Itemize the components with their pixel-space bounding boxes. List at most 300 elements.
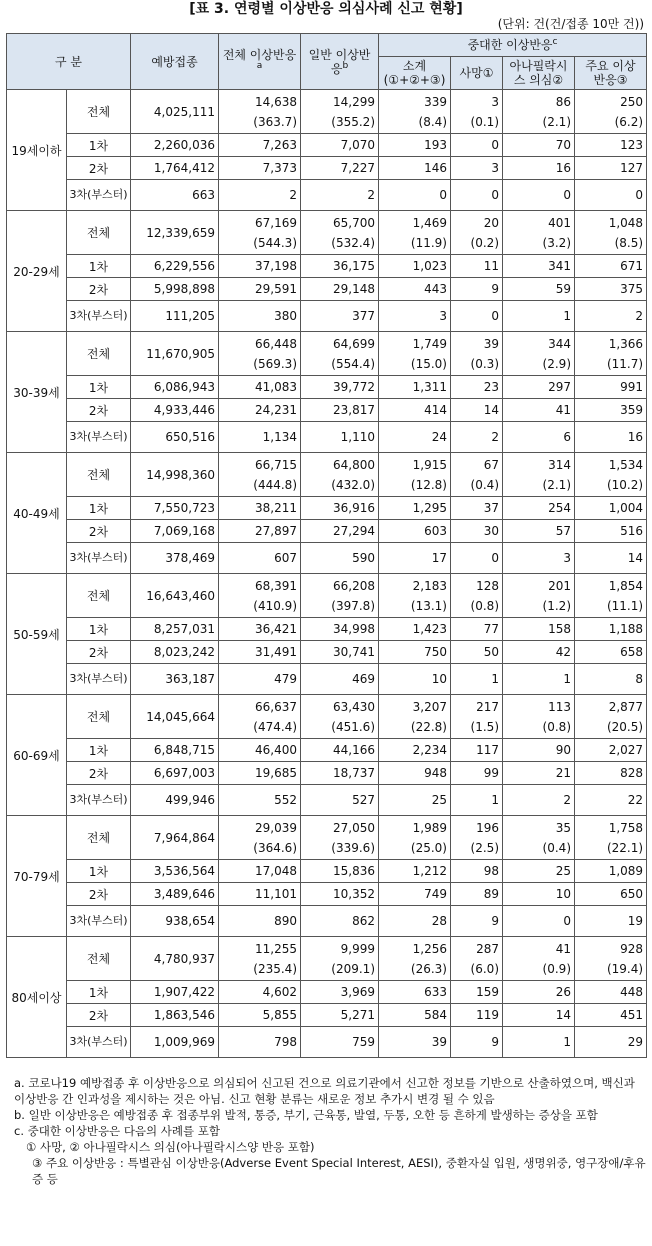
total-value: 29,039	[255, 820, 297, 835]
anaphylaxis-cell: 297	[503, 376, 575, 399]
subtotal-rate: (15.0)	[410, 356, 447, 371]
death-cell: 9	[451, 1027, 503, 1058]
death-rate: (0.2)	[470, 235, 499, 250]
dose-cell: 1차	[67, 739, 131, 762]
death-cell	[451, 574, 503, 618]
subtotal-cell: 414	[379, 399, 451, 422]
general-cell: 10,352	[301, 883, 379, 906]
subtotal-cell: 749	[379, 883, 451, 906]
table-row	[7, 937, 647, 981]
total-cell: 479	[219, 664, 301, 695]
general-rate: (397.8)	[331, 598, 375, 613]
anaphylaxis-cell: 16	[503, 157, 575, 180]
major-cell: 658	[575, 641, 647, 664]
footnote-a: a. 코로나19 예방접종 후 이상반응으로 의심되어 신고된 건으로 의료기관에서 신고한 정보를 기반으로 산출하였으며, 백신과 이상반응 간 인과성을 제시하는 것은 아님. 신고 현황 분류는 새로운 정보 추가시 변경 될 수 있음	[14, 1076, 635, 1106]
anaphylaxis-value: 314	[548, 457, 571, 472]
total-cell	[219, 574, 301, 618]
subtotal-cell: 750	[379, 641, 451, 664]
major-value: 1,048	[608, 215, 644, 230]
death-cell: 77	[451, 618, 503, 641]
major-cell: 8	[575, 664, 647, 695]
subtotal-cell: 948	[379, 762, 451, 785]
major-cell: 991	[575, 376, 647, 399]
dose-cell: 3차(부스터)	[67, 422, 131, 453]
major-rate: (10.2)	[606, 477, 644, 492]
subtotal-cell: 1,311	[379, 376, 451, 399]
vaccinations-cell: 3,536,564	[131, 860, 219, 883]
major-cell: 22	[575, 785, 647, 816]
anaphylaxis-rate: (0.8)	[542, 719, 571, 734]
footnote-c3: ③ 주요 이상반응 : 특별관심 이상반응(Adverse Event Special Interest, AESI), 중환자실 입원, 생명위중, 영구장애/후유증 등	[32, 1156, 646, 1186]
subtotal-cell: 633	[379, 981, 451, 1004]
major-cell	[575, 90, 647, 134]
header-serious-sup: c	[552, 37, 558, 47]
general-cell: 7,070	[301, 134, 379, 157]
major-cell: 29	[575, 1027, 647, 1058]
vaccinations-cell: 499,946	[131, 785, 219, 816]
vaccinations-cell: 363,187	[131, 664, 219, 695]
vaccinations-cell: 4,780,937	[131, 937, 219, 981]
anaphylaxis-cell: 1	[503, 1027, 575, 1058]
dose-cell: 3차(부스터)	[67, 906, 131, 937]
header-serious	[379, 34, 647, 57]
subtotal-value: 1,915	[412, 457, 447, 472]
subtotal-cell: 1,295	[379, 497, 451, 520]
general-cell: 3,969	[301, 981, 379, 1004]
total-cell: 36,421	[219, 618, 301, 641]
dose-cell: 1차	[67, 618, 131, 641]
death-cell: 0	[451, 134, 503, 157]
total-rate: (474.4)	[253, 719, 297, 734]
major-rate: (19.4)	[606, 961, 644, 976]
anaphylaxis-cell: 25	[503, 860, 575, 883]
subtotal-cell	[379, 453, 451, 497]
anaphylaxis-cell: 57	[503, 520, 575, 543]
death-cell: 89	[451, 883, 503, 906]
vaccinations-cell: 4,933,446	[131, 399, 219, 422]
anaphylaxis-cell	[503, 937, 575, 981]
subtotal-value: 1,256	[412, 941, 447, 956]
major-cell	[575, 816, 647, 860]
total-value: 11,255	[255, 941, 297, 956]
anaphylaxis-cell	[503, 816, 575, 860]
subtotal-cell: 10	[379, 664, 451, 695]
major-cell: 1,004	[575, 497, 647, 520]
total-cell: 46,400	[219, 739, 301, 762]
vaccinations-cell: 6,086,943	[131, 376, 219, 399]
anaphylaxis-cell	[503, 90, 575, 134]
subtotal-cell: 1,212	[379, 860, 451, 883]
major-cell: 451	[575, 1004, 647, 1027]
general-cell	[301, 816, 379, 860]
major-value: 250	[620, 94, 644, 109]
anaphylaxis-cell	[503, 453, 575, 497]
major-rate: (20.5)	[606, 719, 644, 734]
age-group-cell: 60-69세	[7, 695, 67, 816]
vaccinations-cell: 8,257,031	[131, 618, 219, 641]
total-rate: (235.4)	[253, 961, 297, 976]
anaphylaxis-rate: (2.1)	[542, 477, 571, 492]
subtotal-rate: (25.0)	[410, 840, 447, 855]
general-cell	[301, 211, 379, 255]
total-cell	[219, 211, 301, 255]
anaphylaxis-cell: 1	[503, 664, 575, 695]
general-cell: 34,998	[301, 618, 379, 641]
major-cell: 375	[575, 278, 647, 301]
anaphylaxis-value: 41	[555, 941, 571, 956]
general-cell: 15,836	[301, 860, 379, 883]
anaphylaxis-cell: 341	[503, 255, 575, 278]
major-cell: 671	[575, 255, 647, 278]
vaccinations-cell: 12,339,659	[131, 211, 219, 255]
general-cell: 36,916	[301, 497, 379, 520]
table-row	[7, 301, 647, 332]
anaphylaxis-cell	[503, 574, 575, 618]
death-cell	[451, 332, 503, 376]
subtotal-cell	[379, 332, 451, 376]
major-cell	[575, 211, 647, 255]
major-cell: 828	[575, 762, 647, 785]
anaphylaxis-rate: (3.2)	[542, 235, 571, 250]
total-cell	[219, 332, 301, 376]
subtotal-cell: 2,234	[379, 739, 451, 762]
table-row	[7, 543, 647, 574]
subtotal-rate: (26.3)	[410, 961, 447, 976]
anaphylaxis-cell: 6	[503, 422, 575, 453]
table-row	[7, 981, 647, 1004]
subtotal-rate: (12.8)	[410, 477, 447, 492]
subtotal-cell: 28	[379, 906, 451, 937]
total-cell: 31,491	[219, 641, 301, 664]
footnote-c: c. 중대한 이상반응은 다음의 사례를 포함	[14, 1124, 220, 1138]
major-value: 1,534	[608, 457, 644, 472]
header-major: 주요 이상 반응③	[575, 57, 647, 90]
anaphylaxis-value: 113	[548, 699, 571, 714]
total-cell: 41,083	[219, 376, 301, 399]
total-value: 66,715	[255, 457, 297, 472]
vaccinations-cell: 14,045,664	[131, 695, 219, 739]
subtotal-cell: 146	[379, 157, 451, 180]
header-general-label: 일반 이상반응	[308, 47, 371, 76]
age-group-cell: 30-39세	[7, 332, 67, 453]
death-cell: 1	[451, 785, 503, 816]
dose-cell: 1차	[67, 134, 131, 157]
major-cell: 1,089	[575, 860, 647, 883]
major-cell: 0	[575, 180, 647, 211]
age-group-cell: 50-59세	[7, 574, 67, 695]
general-cell: 5,271	[301, 1004, 379, 1027]
total-cell: 607	[219, 543, 301, 574]
death-cell: 9	[451, 278, 503, 301]
general-value: 65,700	[333, 215, 375, 230]
vaccinations-cell: 1,009,969	[131, 1027, 219, 1058]
table-row	[7, 618, 647, 641]
death-rate: (0.3)	[470, 356, 499, 371]
subtotal-cell: 0	[379, 180, 451, 211]
table-row	[7, 332, 647, 376]
death-cell: 2	[451, 422, 503, 453]
total-value: 66,448	[255, 336, 297, 351]
general-cell	[301, 453, 379, 497]
general-cell	[301, 937, 379, 981]
dose-cell: 2차	[67, 641, 131, 664]
subtotal-cell: 39	[379, 1027, 451, 1058]
major-cell: 1,188	[575, 618, 647, 641]
table-row	[7, 1004, 647, 1027]
dose-cell: 1차	[67, 981, 131, 1004]
age-group-cell: 20-29세	[7, 211, 67, 332]
dose-cell: 3차(부스터)	[67, 1027, 131, 1058]
dose-cell: 1차	[67, 376, 131, 399]
death-cell: 50	[451, 641, 503, 664]
footnote-c1: ① 사망, ② 아나필락시스 의심(아나필락시스양 반응 포함)	[26, 1140, 315, 1154]
table-row	[7, 664, 647, 695]
major-cell: 516	[575, 520, 647, 543]
general-cell	[301, 90, 379, 134]
total-cell: 552	[219, 785, 301, 816]
dose-cell: 1차	[67, 255, 131, 278]
table-row	[7, 739, 647, 762]
header-total-sup: a	[256, 60, 263, 71]
vaccinations-cell: 6,229,556	[131, 255, 219, 278]
general-cell: 36,175	[301, 255, 379, 278]
general-rate: (432.0)	[331, 477, 375, 492]
major-rate: (11.1)	[606, 598, 644, 613]
major-cell	[575, 937, 647, 981]
general-cell: 590	[301, 543, 379, 574]
total-cell: 380	[219, 301, 301, 332]
subtotal-rate: (13.1)	[410, 598, 447, 613]
general-cell: 759	[301, 1027, 379, 1058]
vaccinations-cell: 7,550,723	[131, 497, 219, 520]
dose-cell: 전체	[67, 937, 131, 981]
table-row	[7, 860, 647, 883]
dose-cell: 2차	[67, 157, 131, 180]
major-value: 1,854	[608, 578, 644, 593]
table-row	[7, 574, 647, 618]
anaphylaxis-cell	[503, 211, 575, 255]
death-rate: (6.0)	[470, 961, 499, 976]
major-rate: (11.7)	[606, 356, 644, 371]
major-cell: 19	[575, 906, 647, 937]
anaphylaxis-cell: 3	[503, 543, 575, 574]
death-cell	[451, 453, 503, 497]
death-cell: 0	[451, 543, 503, 574]
subtotal-cell: 584	[379, 1004, 451, 1027]
table-row	[7, 785, 647, 816]
vaccinations-cell: 6,848,715	[131, 739, 219, 762]
header-total	[219, 34, 301, 90]
table-row	[7, 157, 647, 180]
general-cell: 2	[301, 180, 379, 211]
table-row	[7, 422, 647, 453]
total-cell: 2	[219, 180, 301, 211]
table-row	[7, 1027, 647, 1058]
death-cell	[451, 90, 503, 134]
header-anaphylaxis: 아나필락시스 의심②	[503, 57, 575, 90]
anaphylaxis-cell: 158	[503, 618, 575, 641]
anaphylaxis-rate: (0.9)	[542, 961, 571, 976]
total-cell: 37,198	[219, 255, 301, 278]
anaphylaxis-cell: 2	[503, 785, 575, 816]
anaphylaxis-cell: 59	[503, 278, 575, 301]
total-cell: 1,134	[219, 422, 301, 453]
general-cell: 44,166	[301, 739, 379, 762]
dose-cell: 2차	[67, 762, 131, 785]
header-general-sup: b	[342, 60, 349, 71]
dose-cell: 전체	[67, 211, 131, 255]
total-rate: (363.7)	[253, 114, 297, 129]
subtotal-cell: 25	[379, 785, 451, 816]
total-value: 14,638	[255, 94, 297, 109]
table-row	[7, 816, 647, 860]
subtotal-cell	[379, 816, 451, 860]
death-cell	[451, 695, 503, 739]
anaphylaxis-cell: 41	[503, 399, 575, 422]
major-cell	[575, 453, 647, 497]
dose-cell: 3차(부스터)	[67, 785, 131, 816]
general-rate: (451.6)	[331, 719, 375, 734]
subtotal-cell	[379, 90, 451, 134]
table-row	[7, 376, 647, 399]
death-rate: (0.8)	[470, 598, 499, 613]
table-title: [표 3. 연령별 이상반응 의심사례 신고 현황]	[189, 1, 463, 17]
total-cell: 17,048	[219, 860, 301, 883]
vaccinations-cell: 1,863,546	[131, 1004, 219, 1027]
death-cell: 37	[451, 497, 503, 520]
anaphylaxis-cell: 10	[503, 883, 575, 906]
death-cell: 30	[451, 520, 503, 543]
dose-cell: 전체	[67, 453, 131, 497]
dose-cell: 3차(부스터)	[67, 180, 131, 211]
death-value: 287	[476, 941, 499, 956]
subtotal-value: 1,989	[412, 820, 447, 835]
general-cell: 1,110	[301, 422, 379, 453]
death-value: 20	[483, 215, 499, 230]
general-cell	[301, 332, 379, 376]
total-cell: 11,101	[219, 883, 301, 906]
general-cell: 7,227	[301, 157, 379, 180]
total-cell: 890	[219, 906, 301, 937]
general-rate: (339.6)	[331, 840, 375, 855]
header-vaccinations: 예방접종	[131, 34, 219, 90]
major-cell: 16	[575, 422, 647, 453]
total-cell: 27,897	[219, 520, 301, 543]
general-rate: (554.4)	[331, 356, 375, 371]
major-cell: 448	[575, 981, 647, 1004]
table-row	[7, 762, 647, 785]
general-value: 63,430	[333, 699, 375, 714]
general-cell: 23,817	[301, 399, 379, 422]
dose-cell: 1차	[67, 497, 131, 520]
anaphylaxis-cell: 0	[503, 180, 575, 211]
header-serious-label: 중대한 이상반응	[467, 38, 553, 52]
table-row	[7, 399, 647, 422]
death-cell: 99	[451, 762, 503, 785]
vaccinations-cell: 5,998,898	[131, 278, 219, 301]
table-row	[7, 641, 647, 664]
vaccinations-cell: 7,964,864	[131, 816, 219, 860]
dose-cell: 3차(부스터)	[67, 543, 131, 574]
general-cell: 39,772	[301, 376, 379, 399]
general-cell: 30,741	[301, 641, 379, 664]
anaphylaxis-cell: 42	[503, 641, 575, 664]
death-cell: 0	[451, 180, 503, 211]
vaccinations-cell: 1,907,422	[131, 981, 219, 1004]
total-cell	[219, 937, 301, 981]
major-cell	[575, 695, 647, 739]
subtotal-value: 1,749	[412, 336, 447, 351]
vaccinations-cell: 938,654	[131, 906, 219, 937]
vaccinations-cell: 11,670,905	[131, 332, 219, 376]
subtotal-cell: 3	[379, 301, 451, 332]
anaphylaxis-cell: 21	[503, 762, 575, 785]
vaccinations-cell: 663	[131, 180, 219, 211]
vaccinations-cell: 2,260,036	[131, 134, 219, 157]
major-cell: 2,027	[575, 739, 647, 762]
dose-cell: 2차	[67, 1004, 131, 1027]
total-cell	[219, 453, 301, 497]
general-rate: (532.4)	[331, 235, 375, 250]
anaphylaxis-rate: (0.4)	[542, 840, 571, 855]
death-cell: 3	[451, 157, 503, 180]
general-value: 64,800	[333, 457, 375, 472]
table-row	[7, 883, 647, 906]
major-value: 2,877	[608, 699, 644, 714]
anaphylaxis-value: 401	[548, 215, 571, 230]
anaphylaxis-value: 86	[555, 94, 571, 109]
vaccinations-cell: 14,998,360	[131, 453, 219, 497]
general-rate: (355.2)	[331, 114, 375, 129]
subtotal-cell	[379, 574, 451, 618]
total-value: 66,637	[255, 699, 297, 714]
header-category: 구 분	[7, 34, 131, 90]
total-rate: (569.3)	[253, 356, 297, 371]
age-group-cell: 80세이상	[7, 937, 67, 1058]
age-group-cell: 19세이하	[7, 90, 67, 211]
header-death: 사망①	[451, 57, 503, 90]
dose-cell: 3차(부스터)	[67, 301, 131, 332]
dose-cell: 전체	[67, 90, 131, 134]
general-value: 64,699	[333, 336, 375, 351]
dose-cell: 전체	[67, 574, 131, 618]
death-value: 67	[483, 457, 499, 472]
subtotal-cell: 1,023	[379, 255, 451, 278]
anaphylaxis-value: 201	[548, 578, 571, 593]
anaphylaxis-value: 344	[548, 336, 571, 351]
dose-cell: 2차	[67, 883, 131, 906]
total-value: 67,169	[255, 215, 297, 230]
total-cell: 5,855	[219, 1004, 301, 1027]
anaphylaxis-cell: 14	[503, 1004, 575, 1027]
death-rate: (0.4)	[470, 477, 499, 492]
age-group-cell: 70-79세	[7, 816, 67, 937]
general-cell	[301, 574, 379, 618]
death-value: 196	[476, 820, 499, 835]
anaphylaxis-cell: 254	[503, 497, 575, 520]
dose-cell: 2차	[67, 278, 131, 301]
general-cell: 29,148	[301, 278, 379, 301]
death-cell: 98	[451, 860, 503, 883]
total-cell: 19,685	[219, 762, 301, 785]
table-row	[7, 278, 647, 301]
anaphylaxis-cell: 0	[503, 906, 575, 937]
general-value: 14,299	[333, 94, 375, 109]
dose-cell: 전체	[67, 695, 131, 739]
general-cell	[301, 695, 379, 739]
general-value: 27,050	[333, 820, 375, 835]
death-cell: 9	[451, 906, 503, 937]
